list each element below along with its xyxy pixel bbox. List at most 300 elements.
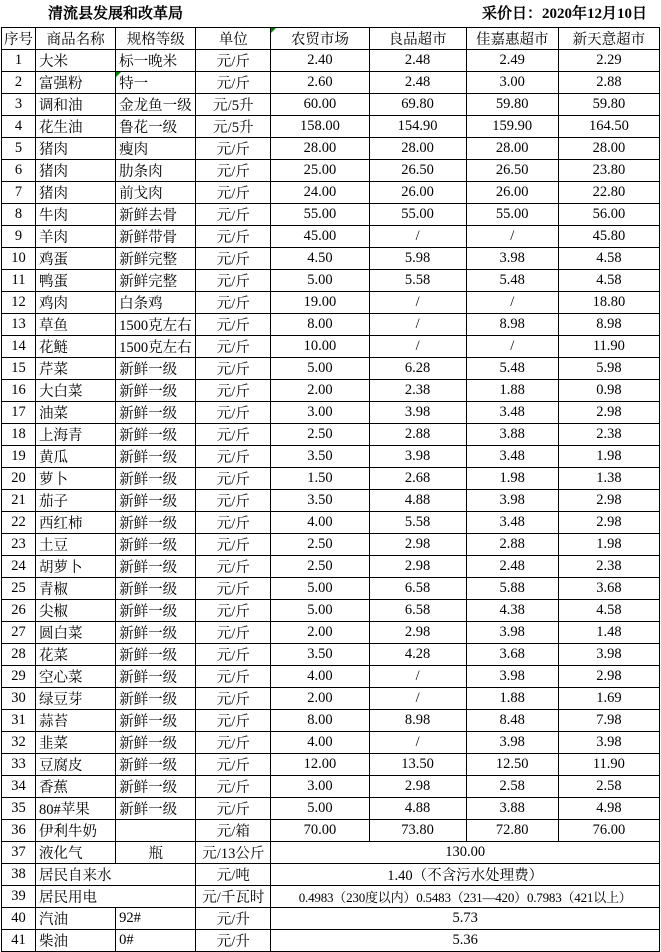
price-cell-liangpin-supermarket[interactable]: 26.00 xyxy=(369,182,466,204)
price-cell-xintianyi-supermarket[interactable]: 3.68 xyxy=(558,578,659,600)
row-index-cell[interactable]: 13 xyxy=(2,314,36,336)
row-index-cell[interactable]: 27 xyxy=(2,622,36,644)
merged-price-cell[interactable]: 1.40（不含污水处理费） xyxy=(271,864,660,886)
unit-cell[interactable]: 元/13公斤 xyxy=(196,842,271,864)
spec-grade-cell[interactable]: 新鲜一级 xyxy=(116,578,196,600)
unit-cell[interactable]: 元/斤 xyxy=(196,270,271,292)
price-cell-farmers-market[interactable]: 10.00 xyxy=(271,336,369,358)
row-index-cell[interactable]: 31 xyxy=(2,710,36,732)
merged-price-cell[interactable]: 5.36 xyxy=(271,930,660,952)
unit-cell[interactable]: 元/斤 xyxy=(196,754,271,776)
price-cell-liangpin-supermarket[interactable]: 4.28 xyxy=(369,644,466,666)
product-name-cell[interactable]: 羊肉 xyxy=(36,226,116,248)
price-cell-jiajiahui-supermarket[interactable]: 3.98 xyxy=(466,490,558,512)
price-cell-xintianyi-supermarket[interactable]: 7.98 xyxy=(558,710,659,732)
price-cell-xintianyi-supermarket[interactable]: 59.80 xyxy=(558,94,659,116)
row-index-cell[interactable]: 11 xyxy=(2,270,36,292)
row-index-cell[interactable]: 22 xyxy=(2,512,36,534)
price-cell-jiajiahui-supermarket[interactable]: 3.98 xyxy=(466,622,558,644)
product-name-cell[interactable]: 花生油 xyxy=(36,116,116,138)
price-cell-jiajiahui-supermarket[interactable]: 1.88 xyxy=(466,688,558,710)
price-cell-jiajiahui-supermarket[interactable]: 1.98 xyxy=(466,468,558,490)
unit-cell[interactable]: 元/吨 xyxy=(196,864,271,886)
spec-grade-cell[interactable]: 92# xyxy=(116,908,196,930)
spec-grade-cell[interactable]: 新鲜一级 xyxy=(116,798,196,820)
product-name-cell[interactable]: 柴油 xyxy=(36,930,116,952)
row-index-cell[interactable]: 36 xyxy=(2,820,36,842)
price-cell-farmers-market[interactable]: 28.00 xyxy=(271,138,369,160)
unit-cell[interactable]: 元/斤 xyxy=(196,732,271,754)
col-header-index[interactable]: 序号 xyxy=(2,28,36,50)
price-cell-jiajiahui-supermarket[interactable]: 2.49 xyxy=(466,50,558,72)
spec-grade-cell[interactable]: 新鲜完整 xyxy=(116,270,196,292)
spec-grade-cell[interactable]: 新鲜一级 xyxy=(116,622,196,644)
merged-price-cell[interactable]: 5.73 xyxy=(271,908,660,930)
row-index-cell[interactable]: 3 xyxy=(2,94,36,116)
row-index-cell[interactable]: 5 xyxy=(2,138,36,160)
price-cell-farmers-market[interactable]: 5.00 xyxy=(271,798,369,820)
price-cell-farmers-market[interactable]: 2.60 xyxy=(271,72,369,94)
price-cell-liangpin-supermarket[interactable]: 2.48 xyxy=(369,50,466,72)
price-cell-liangpin-supermarket[interactable]: / xyxy=(369,292,466,314)
price-cell-jiajiahui-supermarket[interactable]: 3.88 xyxy=(466,424,558,446)
spec-grade-cell[interactable]: 新鲜一级 xyxy=(116,358,196,380)
product-name-cell[interactable]: 绿豆芽 xyxy=(36,688,116,710)
price-cell-liangpin-supermarket[interactable]: 3.98 xyxy=(369,402,466,424)
price-cell-xintianyi-supermarket[interactable]: 4.58 xyxy=(558,248,659,270)
spec-grade-cell[interactable]: 新鲜一级 xyxy=(116,380,196,402)
price-cell-xintianyi-supermarket[interactable]: 2.29 xyxy=(558,50,659,72)
price-cell-jiajiahui-supermarket[interactable]: 2.48 xyxy=(466,556,558,578)
product-name-cell[interactable]: 空心菜 xyxy=(36,666,116,688)
price-cell-liangpin-supermarket[interactable]: 6.58 xyxy=(369,600,466,622)
unit-cell[interactable]: 元/斤 xyxy=(196,534,271,556)
product-name-cell[interactable]: 萝卜 xyxy=(36,468,116,490)
unit-cell[interactable]: 元/斤 xyxy=(196,468,271,490)
price-cell-liangpin-supermarket[interactable]: 2.68 xyxy=(369,468,466,490)
row-index-cell[interactable]: 28 xyxy=(2,644,36,666)
price-cell-xintianyi-supermarket[interactable]: 18.80 xyxy=(558,292,659,314)
price-cell-xintianyi-supermarket[interactable]: 3.98 xyxy=(558,644,659,666)
row-index-cell[interactable]: 40 xyxy=(2,908,36,930)
price-cell-farmers-market[interactable]: 158.00 xyxy=(271,116,369,138)
col-header-spec-grade[interactable]: 规格等级 xyxy=(116,28,196,50)
price-cell-xintianyi-supermarket[interactable]: 0.98 xyxy=(558,380,659,402)
price-cell-xintianyi-supermarket[interactable]: 2.38 xyxy=(558,424,659,446)
price-cell-jiajiahui-supermarket[interactable]: 3.98 xyxy=(466,248,558,270)
price-cell-liangpin-supermarket[interactable]: / xyxy=(369,732,466,754)
row-index-cell[interactable]: 20 xyxy=(2,468,36,490)
price-cell-xintianyi-supermarket[interactable]: 4.58 xyxy=(558,600,659,622)
unit-cell[interactable]: 元/斤 xyxy=(196,622,271,644)
product-name-cell[interactable]: 上海青 xyxy=(36,424,116,446)
spec-grade-cell[interactable]: 鲁花一级 xyxy=(116,116,196,138)
price-cell-farmers-market[interactable]: 2.50 xyxy=(271,424,369,446)
price-cell-xintianyi-supermarket[interactable]: 23.80 xyxy=(558,160,659,182)
price-cell-jiajiahui-supermarket[interactable]: 72.80 xyxy=(466,820,558,842)
price-cell-farmers-market[interactable]: 60.00 xyxy=(271,94,369,116)
price-cell-farmers-market[interactable]: 2.00 xyxy=(271,622,369,644)
spec-grade-cell[interactable]: 新鲜一级 xyxy=(116,556,196,578)
price-cell-jiajiahui-supermarket[interactable]: 26.50 xyxy=(466,160,558,182)
row-index-cell[interactable]: 17 xyxy=(2,402,36,424)
price-cell-liangpin-supermarket[interactable]: 2.48 xyxy=(369,72,466,94)
agency-title[interactable]: 清流县发展和改革局 xyxy=(48,6,184,22)
spec-grade-cell[interactable]: 前戈肉 xyxy=(116,182,196,204)
product-name-cell[interactable]: 油菜 xyxy=(36,402,116,424)
unit-cell[interactable]: 元/斤 xyxy=(196,292,271,314)
price-cell-liangpin-supermarket[interactable]: 5.58 xyxy=(369,270,466,292)
spec-grade-cell[interactable]: 新鲜一级 xyxy=(116,688,196,710)
price-cell-jiajiahui-supermarket[interactable]: 5.48 xyxy=(466,358,558,380)
spec-grade-cell[interactable]: 新鲜一级 xyxy=(116,776,196,798)
price-cell-jiajiahui-supermarket[interactable]: 3.88 xyxy=(466,798,558,820)
product-name-cell[interactable]: 黄瓜 xyxy=(36,446,116,468)
row-index-cell[interactable]: 21 xyxy=(2,490,36,512)
price-cell-jiajiahui-supermarket[interactable]: 59.80 xyxy=(466,94,558,116)
price-cell-xintianyi-supermarket[interactable]: 76.00 xyxy=(558,820,659,842)
row-index-cell[interactable]: 39 xyxy=(2,886,36,908)
row-index-cell[interactable]: 25 xyxy=(2,578,36,600)
price-cell-farmers-market[interactable]: 8.00 xyxy=(271,710,369,732)
product-name-cell[interactable]: 牛肉 xyxy=(36,204,116,226)
price-cell-jiajiahui-supermarket[interactable]: 3.48 xyxy=(466,402,558,424)
price-cell-jiajiahui-supermarket[interactable]: 3.48 xyxy=(466,512,558,534)
price-cell-jiajiahui-supermarket[interactable]: 28.00 xyxy=(466,138,558,160)
spec-grade-cell[interactable]: 特一 xyxy=(116,72,196,94)
unit-cell[interactable]: 元/斤 xyxy=(196,644,271,666)
product-name-cell[interactable]: 鸡蛋 xyxy=(36,248,116,270)
price-cell-farmers-market[interactable]: 8.00 xyxy=(271,314,369,336)
product-name-cell[interactable]: 西红柿 xyxy=(36,512,116,534)
spec-grade-cell[interactable]: 新鲜一级 xyxy=(116,424,196,446)
price-cell-farmers-market[interactable]: 45.00 xyxy=(271,226,369,248)
price-cell-xintianyi-supermarket[interactable]: 164.50 xyxy=(558,116,659,138)
product-name-cell[interactable]: 青椒 xyxy=(36,578,116,600)
row-index-cell[interactable]: 37 xyxy=(2,842,36,864)
price-cell-liangpin-supermarket[interactable]: 2.98 xyxy=(369,556,466,578)
unit-cell[interactable]: 元/斤 xyxy=(196,688,271,710)
product-name-cell[interactable]: 居民用电 xyxy=(36,886,196,908)
spec-grade-cell[interactable] xyxy=(116,820,196,842)
unit-cell[interactable]: 元/5升 xyxy=(196,94,271,116)
unit-cell[interactable]: 元/斤 xyxy=(196,776,271,798)
unit-cell[interactable]: 元/升 xyxy=(196,908,271,930)
price-cell-xintianyi-supermarket[interactable]: 2.98 xyxy=(558,666,659,688)
spec-grade-cell[interactable]: 金龙鱼一级 xyxy=(116,94,196,116)
row-index-cell[interactable]: 34 xyxy=(2,776,36,798)
price-cell-liangpin-supermarket[interactable]: 2.98 xyxy=(369,534,466,556)
price-cell-farmers-market[interactable]: 24.00 xyxy=(271,182,369,204)
spec-grade-cell[interactable]: 新鲜一级 xyxy=(116,732,196,754)
price-cell-xintianyi-supermarket[interactable]: 1.98 xyxy=(558,446,659,468)
row-index-cell[interactable]: 10 xyxy=(2,248,36,270)
price-cell-farmers-market[interactable]: 5.00 xyxy=(271,270,369,292)
price-cell-liangpin-supermarket[interactable]: / xyxy=(369,688,466,710)
unit-cell[interactable]: 元/斤 xyxy=(196,424,271,446)
row-index-cell[interactable]: 14 xyxy=(2,336,36,358)
price-cell-liangpin-supermarket[interactable]: / xyxy=(369,226,466,248)
spec-grade-cell[interactable]: 新鲜一级 xyxy=(116,490,196,512)
price-cell-xintianyi-supermarket[interactable]: 11.90 xyxy=(558,336,659,358)
price-cell-liangpin-supermarket[interactable]: 6.28 xyxy=(369,358,466,380)
product-name-cell[interactable]: 居民自来水 xyxy=(36,864,196,886)
product-name-cell[interactable]: 大米 xyxy=(36,50,116,72)
price-cell-farmers-market[interactable]: 55.00 xyxy=(271,204,369,226)
product-name-cell[interactable]: 鸭蛋 xyxy=(36,270,116,292)
col-header-product-name[interactable]: 商品名称 xyxy=(36,28,116,50)
price-cell-xintianyi-supermarket[interactable]: 3.98 xyxy=(558,732,659,754)
row-index-cell[interactable]: 8 xyxy=(2,204,36,226)
price-cell-liangpin-supermarket[interactable]: / xyxy=(369,336,466,358)
price-cell-xintianyi-supermarket[interactable]: 28.00 xyxy=(558,138,659,160)
product-name-cell[interactable]: 胡萝卜 xyxy=(36,556,116,578)
price-cell-liangpin-supermarket[interactable]: 5.98 xyxy=(369,248,466,270)
spec-grade-cell[interactable]: 新鲜一级 xyxy=(116,446,196,468)
unit-cell[interactable]: 元/斤 xyxy=(196,556,271,578)
row-index-cell[interactable]: 30 xyxy=(2,688,36,710)
unit-cell[interactable]: 元/斤 xyxy=(196,710,271,732)
price-cell-liangpin-supermarket[interactable]: 5.58 xyxy=(369,512,466,534)
price-cell-liangpin-supermarket[interactable]: 2.98 xyxy=(369,776,466,798)
price-cell-xintianyi-supermarket[interactable]: 56.00 xyxy=(558,204,659,226)
price-cell-liangpin-supermarket[interactable]: 2.98 xyxy=(369,622,466,644)
row-index-cell[interactable]: 12 xyxy=(2,292,36,314)
product-name-cell[interactable]: 花鲢 xyxy=(36,336,116,358)
unit-cell[interactable]: 元/斤 xyxy=(196,666,271,688)
price-cell-jiajiahui-supermarket[interactable]: 55.00 xyxy=(466,204,558,226)
spec-grade-cell[interactable]: 白条鸡 xyxy=(116,292,196,314)
row-index-cell[interactable]: 2 xyxy=(2,72,36,94)
price-cell-liangpin-supermarket[interactable]: / xyxy=(369,314,466,336)
price-cell-jiajiahui-supermarket[interactable]: 8.98 xyxy=(466,314,558,336)
price-cell-xintianyi-supermarket[interactable]: 4.58 xyxy=(558,270,659,292)
price-cell-xintianyi-supermarket[interactable]: 8.98 xyxy=(558,314,659,336)
spec-grade-cell[interactable]: 新鲜一级 xyxy=(116,402,196,424)
unit-cell[interactable]: 元/斤 xyxy=(196,182,271,204)
price-cell-liangpin-supermarket[interactable]: 26.50 xyxy=(369,160,466,182)
price-cell-farmers-market[interactable]: 3.50 xyxy=(271,446,369,468)
product-name-cell[interactable]: 草鱼 xyxy=(36,314,116,336)
unit-cell[interactable]: 元/斤 xyxy=(196,380,271,402)
product-name-cell[interactable]: 茄子 xyxy=(36,490,116,512)
price-cell-xintianyi-supermarket[interactable]: 1.98 xyxy=(558,534,659,556)
price-cell-farmers-market[interactable]: 3.50 xyxy=(271,490,369,512)
unit-cell[interactable]: 元/斤 xyxy=(196,248,271,270)
price-cell-farmers-market[interactable]: 2.40 xyxy=(271,50,369,72)
price-cell-xintianyi-supermarket[interactable]: 11.90 xyxy=(558,754,659,776)
price-cell-jiajiahui-supermarket[interactable]: 3.68 xyxy=(466,644,558,666)
merged-price-cell[interactable]: 0.4983（230度以内）0.5483（231—420）0.7983（421以上） xyxy=(271,886,660,908)
row-index-cell[interactable]: 16 xyxy=(2,380,36,402)
row-index-cell[interactable]: 15 xyxy=(2,358,36,380)
price-cell-jiajiahui-supermarket[interactable]: 5.48 xyxy=(466,270,558,292)
price-cell-liangpin-supermarket[interactable]: 73.80 xyxy=(369,820,466,842)
price-cell-xintianyi-supermarket[interactable]: 1.69 xyxy=(558,688,659,710)
price-cell-jiajiahui-supermarket[interactable]: 4.38 xyxy=(466,600,558,622)
price-cell-xintianyi-supermarket[interactable]: 2.88 xyxy=(558,72,659,94)
price-cell-liangpin-supermarket[interactable]: 55.00 xyxy=(369,204,466,226)
price-cell-jiajiahui-supermarket[interactable]: 2.88 xyxy=(466,534,558,556)
product-name-cell[interactable]: 韭菜 xyxy=(36,732,116,754)
unit-cell[interactable]: 元/斤 xyxy=(196,204,271,226)
product-name-cell[interactable]: 蒜苔 xyxy=(36,710,116,732)
price-cell-jiajiahui-supermarket[interactable]: / xyxy=(466,336,558,358)
product-name-cell[interactable]: 花菜 xyxy=(36,644,116,666)
price-cell-farmers-market[interactable]: 4.00 xyxy=(271,512,369,534)
price-cell-jiajiahui-supermarket[interactable]: 3.98 xyxy=(466,732,558,754)
row-index-cell[interactable]: 7 xyxy=(2,182,36,204)
spec-grade-cell[interactable]: 肋条肉 xyxy=(116,160,196,182)
price-cell-jiajiahui-supermarket[interactable]: 12.50 xyxy=(466,754,558,776)
product-name-cell[interactable]: 土豆 xyxy=(36,534,116,556)
spec-grade-cell[interactable]: 新鲜去骨 xyxy=(116,204,196,226)
spec-grade-cell[interactable]: 新鲜一级 xyxy=(116,468,196,490)
price-cell-jiajiahui-supermarket[interactable]: 8.48 xyxy=(466,710,558,732)
price-cell-jiajiahui-supermarket[interactable]: / xyxy=(466,226,558,248)
row-index-cell[interactable]: 18 xyxy=(2,424,36,446)
spec-grade-cell[interactable]: 1500克左右 xyxy=(116,314,196,336)
row-index-cell[interactable]: 1 xyxy=(2,50,36,72)
row-index-cell[interactable]: 9 xyxy=(2,226,36,248)
price-cell-farmers-market[interactable]: 3.00 xyxy=(271,776,369,798)
row-index-cell[interactable]: 24 xyxy=(2,556,36,578)
spec-grade-cell[interactable]: 新鲜一级 xyxy=(116,512,196,534)
price-cell-liangpin-supermarket[interactable]: 8.98 xyxy=(369,710,466,732)
col-header-xintianyi-supermarket[interactable]: 新天意超市 xyxy=(558,28,659,50)
unit-cell[interactable]: 元/斤 xyxy=(196,314,271,336)
price-cell-farmers-market[interactable]: 5.00 xyxy=(271,578,369,600)
product-name-cell[interactable]: 圆白菜 xyxy=(36,622,116,644)
spec-grade-cell[interactable]: 瓶 xyxy=(116,842,196,864)
spec-grade-cell[interactable]: 新鲜一级 xyxy=(116,754,196,776)
product-name-cell[interactable]: 汽油 xyxy=(36,908,116,930)
product-name-cell[interactable]: 80#苹果 xyxy=(36,798,116,820)
price-cell-farmers-market[interactable]: 2.50 xyxy=(271,534,369,556)
col-header-farmers-market[interactable]: 农贸市场 xyxy=(271,28,369,50)
row-index-cell[interactable]: 4 xyxy=(2,116,36,138)
unit-cell[interactable]: 元/千瓦时 xyxy=(196,886,271,908)
product-name-cell[interactable]: 豆腐皮 xyxy=(36,754,116,776)
unit-cell[interactable]: 元/斤 xyxy=(196,138,271,160)
price-cell-liangpin-supermarket[interactable]: 4.88 xyxy=(369,798,466,820)
price-cell-farmers-market[interactable]: 70.00 xyxy=(271,820,369,842)
price-cell-farmers-market[interactable]: 1.50 xyxy=(271,468,369,490)
row-index-cell[interactable]: 26 xyxy=(2,600,36,622)
price-cell-farmers-market[interactable]: 5.00 xyxy=(271,600,369,622)
price-cell-xintianyi-supermarket[interactable]: 2.98 xyxy=(558,490,659,512)
product-name-cell[interactable]: 大白菜 xyxy=(36,380,116,402)
price-cell-xintianyi-supermarket[interactable]: 5.98 xyxy=(558,358,659,380)
price-cell-jiajiahui-supermarket[interactable]: 3.48 xyxy=(466,446,558,468)
unit-cell[interactable]: 元/斤 xyxy=(196,72,271,94)
product-name-cell[interactable]: 调和油 xyxy=(36,94,116,116)
price-cell-jiajiahui-supermarket[interactable]: 3.00 xyxy=(466,72,558,94)
spec-grade-cell[interactable]: 新鲜一级 xyxy=(116,600,196,622)
spec-grade-cell[interactable]: 新鲜完整 xyxy=(116,248,196,270)
price-cell-jiajiahui-supermarket[interactable]: / xyxy=(466,292,558,314)
price-cell-xintianyi-supermarket[interactable]: 45.80 xyxy=(558,226,659,248)
price-cell-liangpin-supermarket[interactable]: 6.58 xyxy=(369,578,466,600)
spec-grade-cell[interactable]: 瘦肉 xyxy=(116,138,196,160)
spec-grade-cell[interactable]: 新鲜带骨 xyxy=(116,226,196,248)
price-cell-liangpin-supermarket[interactable]: / xyxy=(369,666,466,688)
price-cell-liangpin-supermarket[interactable]: 2.88 xyxy=(369,424,466,446)
price-cell-jiajiahui-supermarket[interactable]: 1.88 xyxy=(466,380,558,402)
col-header-liangpin-supermarket[interactable]: 良品超市 xyxy=(369,28,466,50)
price-cell-liangpin-supermarket[interactable]: 154.90 xyxy=(369,116,466,138)
spec-grade-cell[interactable]: 新鲜一级 xyxy=(116,534,196,556)
product-name-cell[interactable]: 芹菜 xyxy=(36,358,116,380)
product-name-cell[interactable]: 香蕉 xyxy=(36,776,116,798)
price-cell-farmers-market[interactable]: 3.50 xyxy=(271,644,369,666)
product-name-cell[interactable]: 猪肉 xyxy=(36,138,116,160)
spec-grade-cell[interactable]: 新鲜一级 xyxy=(116,666,196,688)
col-header-jiajiahui-supermarket[interactable]: 佳嘉惠超市 xyxy=(466,28,558,50)
unit-cell[interactable]: 元/斤 xyxy=(196,358,271,380)
product-name-cell[interactable]: 伊利牛奶 xyxy=(36,820,116,842)
price-cell-jiajiahui-supermarket[interactable]: 3.98 xyxy=(466,666,558,688)
product-name-cell[interactable]: 猪肉 xyxy=(36,160,116,182)
price-cell-xintianyi-supermarket[interactable]: 22.80 xyxy=(558,182,659,204)
price-cell-farmers-market[interactable]: 4.00 xyxy=(271,732,369,754)
row-index-cell[interactable]: 29 xyxy=(2,666,36,688)
spec-grade-cell[interactable]: 新鲜一级 xyxy=(116,710,196,732)
price-cell-xintianyi-supermarket[interactable]: 2.58 xyxy=(558,776,659,798)
unit-cell[interactable]: 元/斤 xyxy=(196,402,271,424)
unit-cell[interactable]: 元/斤 xyxy=(196,336,271,358)
price-cell-liangpin-supermarket[interactable]: 28.00 xyxy=(369,138,466,160)
unit-cell[interactable]: 元/5升 xyxy=(196,116,271,138)
price-cell-liangpin-supermarket[interactable]: 3.98 xyxy=(369,446,466,468)
spec-grade-cell[interactable]: 新鲜一级 xyxy=(116,644,196,666)
unit-cell[interactable]: 元/斤 xyxy=(196,512,271,534)
price-cell-farmers-market[interactable]: 2.50 xyxy=(271,556,369,578)
spec-grade-cell[interactable]: 标一晚米 xyxy=(116,50,196,72)
unit-cell[interactable]: 元/斤 xyxy=(196,50,271,72)
row-index-cell[interactable]: 41 xyxy=(2,930,36,952)
unit-cell[interactable]: 元/斤 xyxy=(196,160,271,182)
unit-cell[interactable]: 元/斤 xyxy=(196,578,271,600)
price-cell-liangpin-supermarket[interactable]: 69.80 xyxy=(369,94,466,116)
price-cell-farmers-market[interactable]: 5.00 xyxy=(271,358,369,380)
row-index-cell[interactable]: 38 xyxy=(2,864,36,886)
product-name-cell[interactable]: 富强粉 xyxy=(36,72,116,94)
unit-cell[interactable]: 元/斤 xyxy=(196,226,271,248)
spec-grade-cell[interactable]: 1500克左右 xyxy=(116,336,196,358)
price-cell-jiajiahui-supermarket[interactable]: 26.00 xyxy=(466,182,558,204)
row-index-cell[interactable]: 6 xyxy=(2,160,36,182)
price-cell-farmers-market[interactable]: 4.50 xyxy=(271,248,369,270)
price-date-label[interactable]: 采价日：2020年12月10日 xyxy=(481,6,647,22)
unit-cell[interactable]: 元/升 xyxy=(196,930,271,952)
price-cell-liangpin-supermarket[interactable]: 13.50 xyxy=(369,754,466,776)
price-cell-farmers-market[interactable]: 25.00 xyxy=(271,160,369,182)
row-index-cell[interactable]: 23 xyxy=(2,534,36,556)
price-cell-liangpin-supermarket[interactable]: 4.88 xyxy=(369,490,466,512)
price-cell-jiajiahui-supermarket[interactable]: 2.58 xyxy=(466,776,558,798)
product-name-cell[interactable]: 猪肉 xyxy=(36,182,116,204)
unit-cell[interactable]: 元/箱 xyxy=(196,820,271,842)
price-cell-jiajiahui-supermarket[interactable]: 5.88 xyxy=(466,578,558,600)
price-cell-farmers-market[interactable]: 19.00 xyxy=(271,292,369,314)
product-name-cell[interactable]: 鸡肉 xyxy=(36,292,116,314)
product-name-cell[interactable]: 尖椒 xyxy=(36,600,116,622)
price-cell-jiajiahui-supermarket[interactable]: 159.90 xyxy=(466,116,558,138)
price-cell-farmers-market[interactable]: 12.00 xyxy=(271,754,369,776)
row-index-cell[interactable]: 32 xyxy=(2,732,36,754)
price-cell-xintianyi-supermarket[interactable]: 2.98 xyxy=(558,402,659,424)
